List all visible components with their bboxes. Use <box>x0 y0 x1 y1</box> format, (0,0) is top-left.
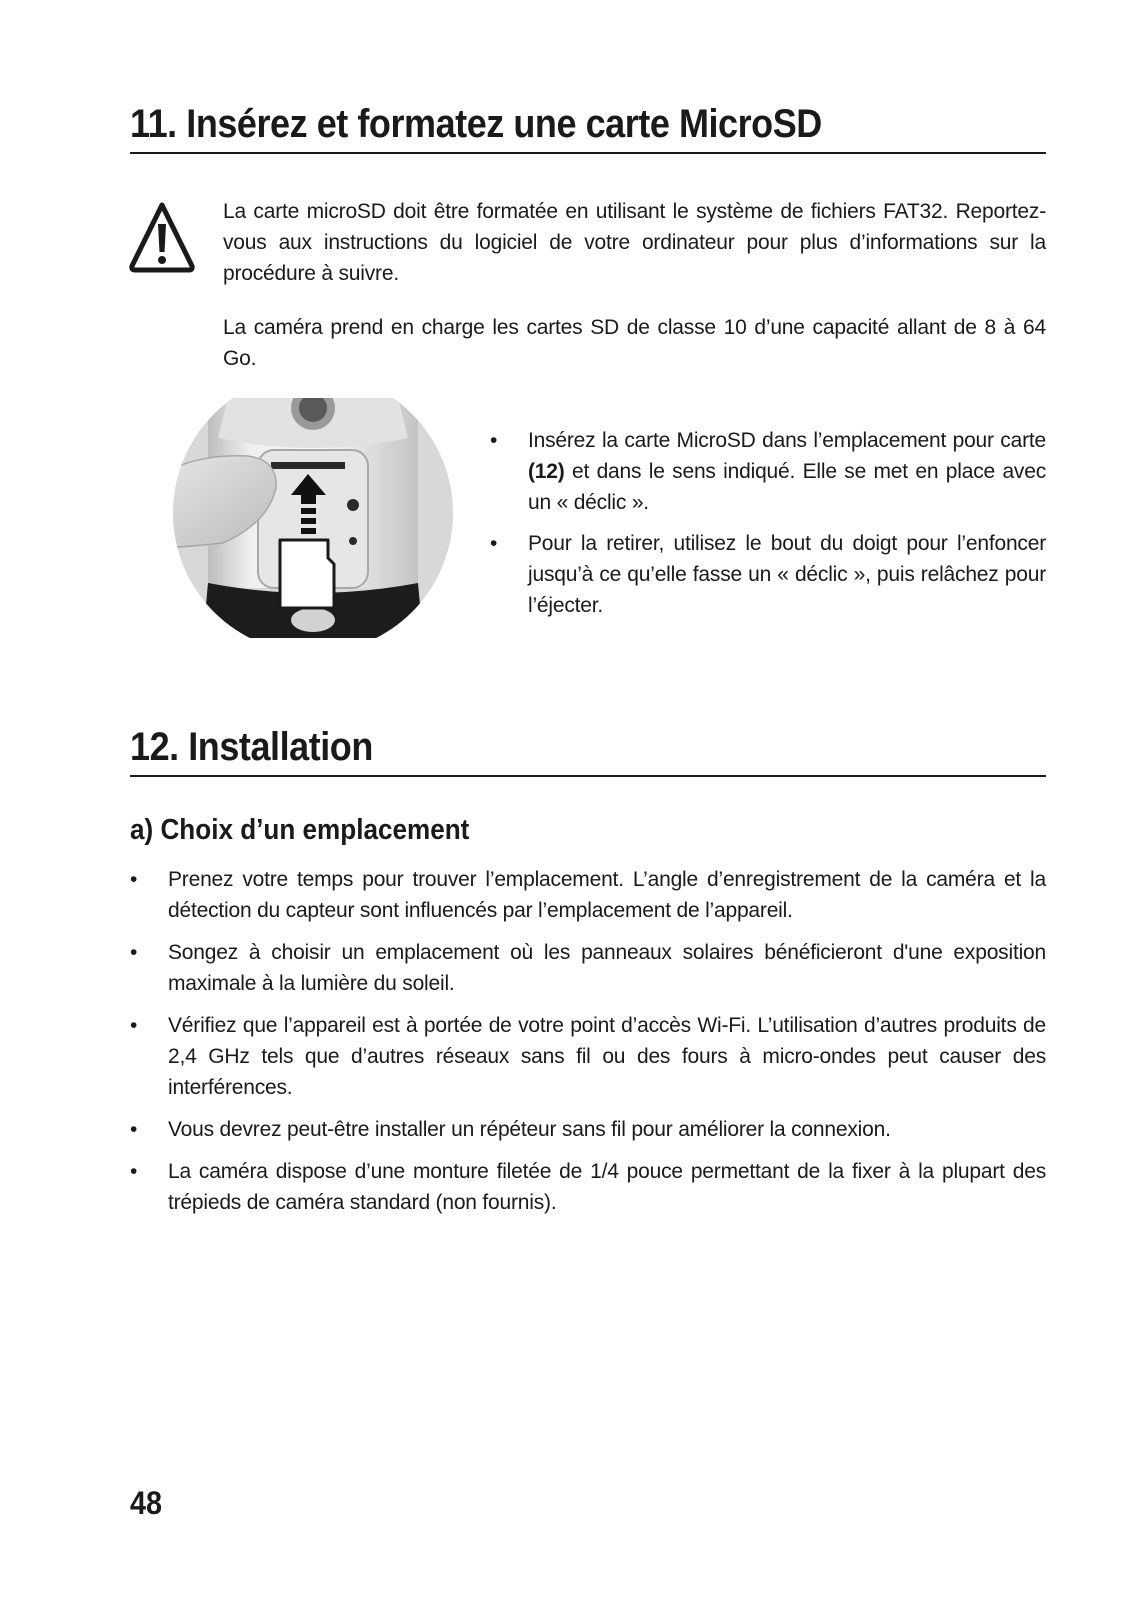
callout-number: (12) <box>528 460 565 483</box>
location-tips-list <box>130 864 1046 1229</box>
bullet-marker: • <box>130 1118 138 1141</box>
section-11-title: 11. Insérez et formatez une carte MicroSD <box>130 102 822 146</box>
bullet-marker: • <box>490 532 498 555</box>
warning-triangle-icon <box>127 200 197 276</box>
tip-text: La caméra dispose d’une monture filetée de 1/4 pouce permettant de la fixer à la plupart des trépieds de caméra standard (non fournis). <box>168 1160 1046 1214</box>
list-item <box>130 864 1046 926</box>
warning-paragraph-capacity: La caméra prend en charge les cartes SD de classe 10 d’une capacité allant de 8 à 64 Go. <box>223 316 1046 370</box>
list-item <box>130 1010 1046 1103</box>
bullet-marker: • <box>130 1014 138 1037</box>
instruction-text: et dans le sens indiqué. Elle se met en place avec un « déclic ». <box>528 460 1046 514</box>
list-item <box>490 425 1046 518</box>
list-item <box>130 1114 1046 1145</box>
list-item <box>130 937 1046 999</box>
section-12-rule <box>130 775 1046 777</box>
microsd-instructions-list <box>490 425 1046 631</box>
warning-paragraph-format: La carte microSD doit être formatée en utilisant le système de fichiers FAT32. Reportez-vous aux instructions du logiciel de votre ordinateur pour plus d’informations sur la procédure à suivre. <box>223 200 1046 285</box>
tip-text: Vous devrez peut-être installer un répéteur sans fil pour améliorer la connexion. <box>168 1118 891 1141</box>
subsection-title: a) Choix d’un emplacement <box>130 814 470 846</box>
instruction-text: Pour la retirer, utilisez le bout du doigt pour l’enfoncer jusqu’à ce qu’elle fasse un « déclic », puis relâchez pour l’éjecter. <box>528 532 1046 617</box>
microsd-insertion-illustration <box>168 398 458 638</box>
page-number: 48 <box>130 1485 163 1521</box>
bullet-marker: • <box>130 941 138 964</box>
bullet-marker: • <box>130 868 138 891</box>
tip-text: Vérifiez que l’appareil est à portée de votre point d’accès Wi-Fi. L’utilisation d’autres produits de 2,4 GHz tels que d’autres réseaux sans fil ou des fours à micro-ondes peut causer des interférences. <box>168 1014 1046 1099</box>
list-item <box>130 1156 1046 1218</box>
bullet-marker: • <box>490 429 498 452</box>
list-item <box>490 528 1046 621</box>
section-12-title: 12. Installation <box>130 725 373 769</box>
tip-text: Prenez votre temps pour trouver l’emplacement. L’angle d’enregistrement de la caméra et la détection du capteur sont influencés par l’emplacement de l’appareil. <box>168 868 1046 922</box>
instruction-text: Insérez la carte MicroSD dans l’emplacement pour carte <box>528 429 1046 452</box>
bullet-marker: • <box>130 1160 138 1183</box>
tip-text: Songez à choisir un emplacement où les panneaux solaires bénéficieront d'une exposition maximale à la lumière du soleil. <box>168 941 1046 995</box>
section-11-rule <box>130 152 1046 154</box>
